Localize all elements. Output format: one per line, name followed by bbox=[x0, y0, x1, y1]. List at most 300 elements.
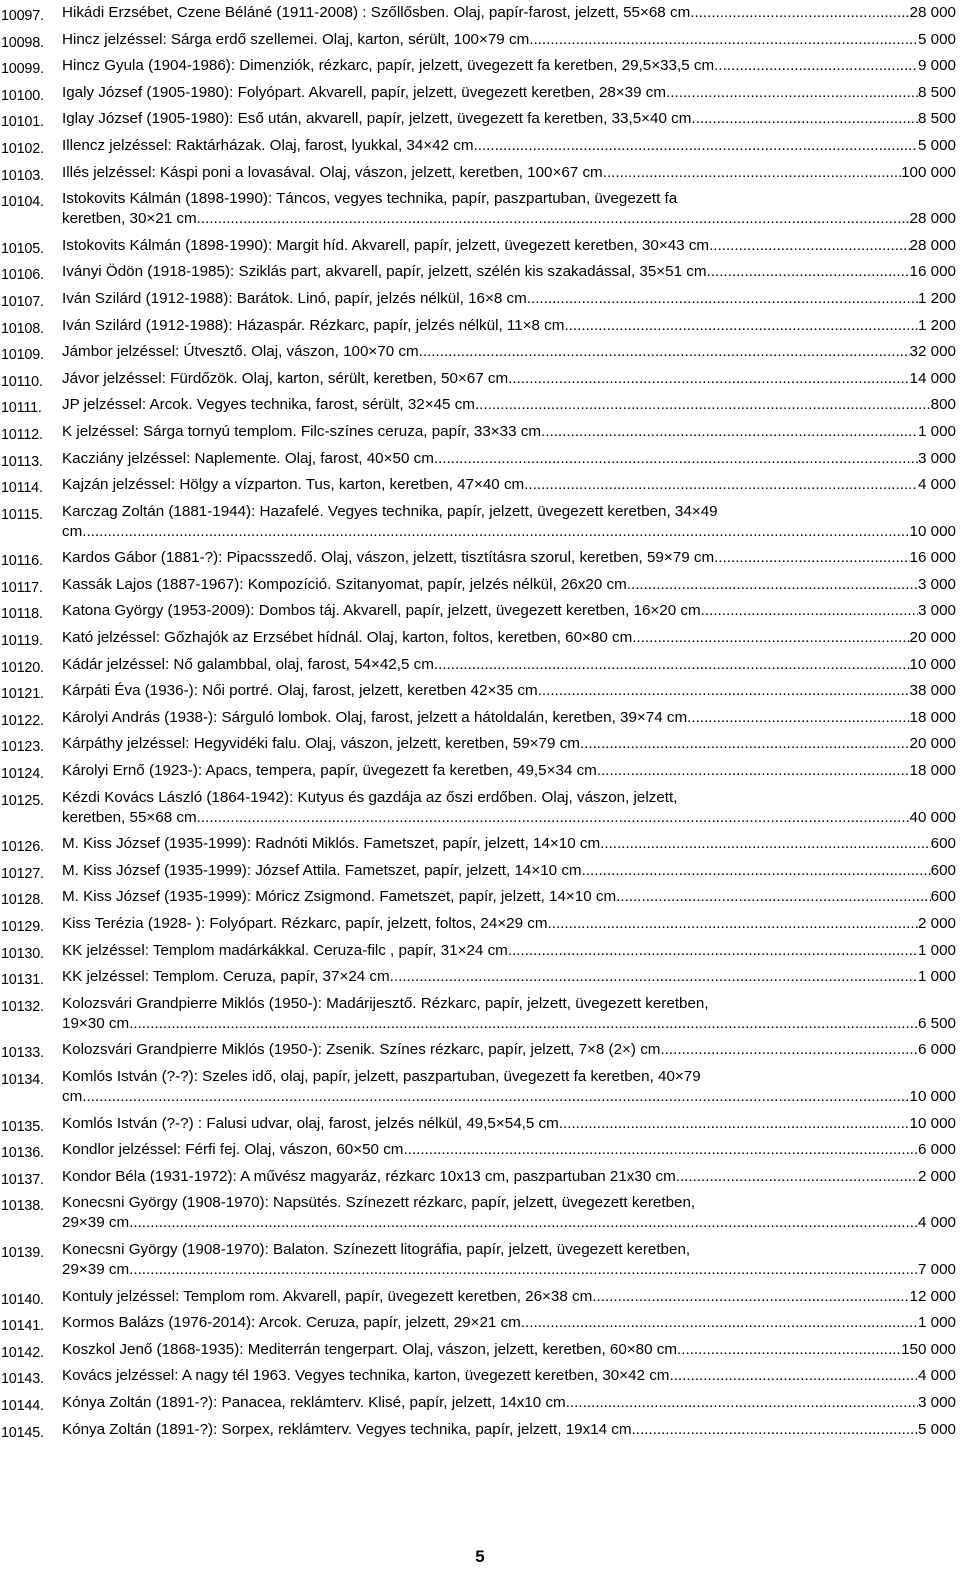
leader-dots bbox=[714, 548, 909, 568]
leader-dots bbox=[508, 941, 918, 961]
entry-price: 16 000 bbox=[909, 549, 956, 567]
entry-text bbox=[62, 449, 956, 469]
leader-dots bbox=[627, 575, 918, 595]
entry-last-line bbox=[62, 422, 956, 442]
entry-number: 10104. bbox=[1, 194, 44, 211]
entry-number: 10130. bbox=[1, 945, 44, 962]
entry-price: 38 000 bbox=[909, 682, 956, 700]
catalog-entry bbox=[0, 994, 960, 1034]
entry-number: 10137. bbox=[1, 1171, 44, 1188]
entry-last-line bbox=[62, 236, 956, 256]
entry-price: 3 000 bbox=[917, 602, 956, 620]
entry-text bbox=[62, 109, 956, 129]
leader-dots bbox=[564, 316, 918, 336]
entry-description: Kassák Lajos (1887-1967): Kompozíció. Szitanyomat, papír, jelzés nélkül, 26x20 cm bbox=[62, 575, 627, 593]
page-number: 5 bbox=[475, 1547, 485, 1566]
catalog-entry bbox=[0, 83, 960, 103]
entry-last-line bbox=[62, 1213, 956, 1233]
entry-description: Hikádi Erzsébet, Czene Béláné (1911-2008) : Szőllősben. Olaj, papír-farost, jelzett, 55×68 cm bbox=[62, 4, 691, 21]
catalog-entry bbox=[0, 1140, 960, 1160]
leader-dots bbox=[434, 655, 910, 675]
entry-description: K jelzéssel: Sárga tornyú templom. Filc-színes ceruza, papír, 33×33 cm bbox=[62, 422, 542, 440]
entry-text bbox=[62, 861, 956, 881]
entry-price: 100 000 bbox=[901, 163, 956, 181]
entry-last-line bbox=[62, 761, 956, 781]
entry-description: Hincz Gyula (1904-1986): Dimenziók, rézkarc, papír, jelzett, üvegezett fa keretben, 29,5×33,5 cm bbox=[62, 57, 715, 75]
entry-description: 29×39 cm bbox=[62, 1260, 130, 1278]
entry-description: cm bbox=[62, 1087, 83, 1105]
entry-last-line bbox=[62, 575, 956, 595]
entry-price: 14 000 bbox=[909, 369, 956, 387]
entry-number: 10099. bbox=[1, 61, 44, 78]
leader-dots bbox=[129, 1213, 918, 1233]
catalog-entry bbox=[0, 262, 960, 282]
entry-number: 10121. bbox=[1, 686, 44, 703]
leader-dots bbox=[527, 289, 918, 309]
entry-price: 5 000 bbox=[917, 1420, 956, 1438]
leader-dots bbox=[129, 1014, 918, 1034]
entry-description: Iván Szilárd (1912-1988): Házaspár. Rézkarc, papír, jelzés nélkül, 11×8 cm bbox=[62, 316, 565, 334]
entry-description: Kónya Zoltán (1891-?): Sorpex, reklámterv. Vegyes technika, papír, jelzett, 19x14 cm bbox=[62, 1420, 632, 1438]
entry-number: 10142. bbox=[1, 1344, 44, 1361]
entry-description: Koszkol Jenő (1868-1935): Mediterrán tengerpart. Olaj, vászon, jelzett, keretben, 60×80 cm bbox=[62, 1340, 678, 1358]
entry-price: 6 000 bbox=[917, 1141, 956, 1159]
entry-number: 10105. bbox=[1, 240, 44, 257]
entry-description: Kónya Zoltán (1891-?): Panacea, reklámterv. Klisé, papír, jelzett, 14x10 cm bbox=[62, 1393, 566, 1411]
entry-number: 10143. bbox=[1, 1371, 44, 1388]
entry-text bbox=[62, 628, 956, 648]
entry-description: Istokovits Kálmán (1898-1990): Margit híd. Akvarell, papír, jelzett, üvegezett keretben, 30×43 cm bbox=[62, 236, 710, 254]
entry-text bbox=[62, 1340, 956, 1360]
entry-description: Kolozsvári Grandpierre Miklós (1950-): Zsenik. Színes rézkarc, papír, jelzett, 7×8 (2×) cm bbox=[62, 1041, 661, 1059]
entry-description: Kacziány jelzéssel: Naplemente. Olaj, farost, 40×50 cm bbox=[62, 449, 434, 467]
entry-number: 10131. bbox=[1, 972, 44, 989]
entry-last-line bbox=[62, 109, 956, 129]
entry-text bbox=[62, 734, 956, 754]
entry-text bbox=[62, 3, 956, 23]
leader-dots bbox=[538, 681, 910, 701]
entry-text bbox=[62, 30, 956, 50]
entry-number: 10140. bbox=[1, 1291, 44, 1308]
entry-text bbox=[62, 548, 956, 568]
entry-last-line bbox=[62, 262, 956, 282]
entry-text bbox=[62, 994, 956, 1034]
catalog-entry bbox=[0, 914, 960, 934]
entry-last-line bbox=[62, 3, 956, 23]
catalog-entry bbox=[0, 502, 960, 542]
entry-number: 10127. bbox=[1, 865, 44, 882]
entry-last-line bbox=[62, 628, 956, 648]
entry-description: KK jelzéssel: Templom. Ceruza, papír, 37×24 cm bbox=[62, 968, 390, 986]
entry-last-line bbox=[62, 83, 956, 103]
entry-last-line bbox=[62, 1087, 956, 1107]
entry-number: 10107. bbox=[1, 293, 44, 310]
leader-dots bbox=[691, 109, 918, 129]
entry-price: 5 000 bbox=[917, 30, 956, 48]
leader-dots bbox=[701, 601, 918, 621]
catalog-entry bbox=[0, 967, 960, 987]
leader-dots bbox=[508, 369, 909, 389]
leader-dots bbox=[419, 342, 910, 362]
leader-dots bbox=[707, 262, 910, 282]
leader-dots bbox=[592, 1287, 909, 1307]
entry-number: 10133. bbox=[1, 1045, 44, 1062]
catalog-entry bbox=[0, 628, 960, 648]
entry-last-line bbox=[62, 967, 956, 987]
entry-text bbox=[62, 655, 956, 675]
entry-price: 10 000 bbox=[909, 522, 956, 540]
entry-number: 10118. bbox=[1, 606, 43, 623]
entry-text bbox=[62, 163, 956, 183]
leader-dots bbox=[82, 522, 909, 542]
catalog-entry bbox=[0, 834, 960, 854]
entry-last-line bbox=[62, 1114, 956, 1134]
entry-first-line: Konecsni György (1908-1970): Balaton. Színezett litográfia, papír, jelzett, üvegezett keretben, bbox=[62, 1240, 691, 1258]
entry-number: 10139. bbox=[1, 1244, 44, 1261]
entry-price: 12 000 bbox=[909, 1287, 956, 1305]
entry-text bbox=[62, 887, 956, 907]
entry-description: Illés jelzéssel: Káspi poni a lovasával. Olaj, vászon, jelzett, keretben, 100×67 cm bbox=[62, 163, 603, 181]
entry-price: 6 000 bbox=[917, 1041, 956, 1059]
entry-description: Hincz jelzéssel: Sárga erdő szellemei. Olaj, karton, sérült, 100×79 cm bbox=[62, 30, 530, 48]
entry-number: 10138. bbox=[1, 1198, 44, 1215]
entry-price: 20 000 bbox=[909, 735, 956, 753]
leader-dots bbox=[434, 449, 918, 469]
catalog-entry bbox=[0, 236, 960, 256]
entry-price: 10 000 bbox=[909, 1114, 956, 1132]
entry-description: keretben, 30×21 cm bbox=[62, 210, 197, 228]
entry-price: 8 500 bbox=[917, 110, 956, 128]
entry-last-line bbox=[62, 209, 956, 229]
entry-last-line bbox=[62, 887, 956, 907]
entry-number: 10123. bbox=[1, 739, 44, 756]
entry-last-line bbox=[62, 1140, 956, 1160]
entry-number: 10145. bbox=[1, 1424, 44, 1441]
entry-number: 10124. bbox=[1, 766, 44, 783]
entry-number: 10136. bbox=[1, 1145, 44, 1162]
leader-dots bbox=[690, 3, 909, 23]
entry-description: JP jelzéssel: Arcok. Vegyes technika, farost, sérült, 32×45 cm bbox=[62, 396, 475, 414]
catalog-entry bbox=[0, 1366, 960, 1386]
entry-number: 10100. bbox=[1, 87, 44, 104]
entry-text bbox=[62, 1287, 956, 1307]
leader-dots bbox=[197, 209, 910, 229]
entry-number: 10135. bbox=[1, 1118, 44, 1135]
entry-price: 800 bbox=[930, 396, 956, 414]
entry-text bbox=[62, 1114, 956, 1134]
entry-number: 10116. bbox=[1, 553, 43, 570]
leader-dots bbox=[529, 30, 918, 50]
entry-text bbox=[62, 681, 956, 701]
entry-text bbox=[62, 369, 956, 389]
entry-price: 28 000 bbox=[909, 236, 956, 254]
leader-dots bbox=[714, 56, 918, 76]
leader-dots bbox=[548, 914, 918, 934]
entry-price: 1 200 bbox=[917, 316, 956, 334]
entry-text bbox=[62, 1313, 956, 1333]
entry-text bbox=[62, 83, 956, 103]
entry-number: 10132. bbox=[1, 998, 44, 1015]
entry-text bbox=[62, 236, 956, 256]
entry-price: 1 000 bbox=[917, 941, 956, 959]
leader-dots bbox=[677, 1340, 901, 1360]
catalog-entry bbox=[0, 1240, 960, 1280]
entry-description: Károlyi Ernő (1923-): Apacs, tempera, papír, üvegezett fa keretben, 49,5×34 cm bbox=[62, 762, 597, 780]
catalog-entry bbox=[0, 475, 960, 495]
entry-description: Jámbor jelzéssel: Útvesztő. Olaj, vászon, 100×70 cm bbox=[62, 343, 419, 361]
leader-dots bbox=[524, 475, 918, 495]
entry-first-line: Kézdi Kovács László (1864-1942): Kutyus és gazdája az őszi erdőben. Olaj, vászon, jelzett, bbox=[62, 788, 678, 806]
catalog-entry bbox=[0, 342, 960, 362]
entry-last-line bbox=[62, 449, 956, 469]
entry-number: 10111. bbox=[1, 400, 42, 417]
catalog-entry bbox=[0, 601, 960, 621]
leader-dots bbox=[687, 708, 909, 728]
entry-last-line bbox=[62, 369, 956, 389]
entry-last-line bbox=[62, 342, 956, 362]
catalog-entry bbox=[0, 449, 960, 469]
catalog-entry bbox=[0, 861, 960, 881]
entry-number: 10129. bbox=[1, 919, 44, 935]
leader-dots bbox=[597, 761, 910, 781]
catalog-entry bbox=[0, 681, 960, 701]
entry-last-line bbox=[62, 1287, 956, 1307]
entry-description: Iglay József (1905-1980): Eső után, akvarell, papír, jelzett, üvegezett fa keretben, 33,5×40 cm bbox=[62, 110, 692, 128]
entry-text bbox=[62, 1167, 956, 1187]
entry-description: Kormos Balázs (1976-2014): Arcok. Ceruza, papír, jelzett, 29×21 cm bbox=[62, 1314, 521, 1332]
entry-text bbox=[62, 189, 956, 229]
entry-text bbox=[62, 761, 956, 781]
catalog-entry bbox=[0, 56, 960, 76]
leader-dots bbox=[566, 1393, 918, 1413]
entry-price: 40 000 bbox=[909, 808, 956, 826]
entry-price: 9 000 bbox=[917, 57, 956, 75]
entry-price: 4 000 bbox=[917, 1367, 956, 1385]
entry-price: 28 000 bbox=[909, 4, 956, 21]
entry-first-line: Karczag Zoltán (1881-1944): Hazafelé. Vegyes technika, papír, jelzett, üvegezett keretben, 34×49 bbox=[62, 502, 718, 520]
entry-price: 3 000 bbox=[917, 1393, 956, 1411]
entry-number: 10128. bbox=[1, 892, 44, 909]
entry-description: M. Kiss József (1935-1999): Móricz Zsigmond. Fametszet, papír, jelzett, 14×10 cm bbox=[62, 888, 617, 906]
entry-text bbox=[62, 502, 956, 542]
catalog-entry bbox=[0, 109, 960, 129]
entry-description: Kádár jelzéssel: Nő galambbal, olaj, farost, 54×42,5 cm bbox=[62, 655, 434, 673]
entry-last-line bbox=[62, 1313, 956, 1333]
catalog-entry bbox=[0, 422, 960, 442]
catalog-entry bbox=[0, 136, 960, 156]
entry-description: 19×30 cm bbox=[62, 1014, 130, 1032]
leader-dots bbox=[709, 236, 909, 256]
entry-price: 1 000 bbox=[917, 1314, 956, 1332]
catalog-entry bbox=[0, 788, 960, 828]
entry-last-line bbox=[62, 681, 956, 701]
entry-last-line bbox=[62, 914, 956, 934]
entry-text bbox=[62, 914, 956, 934]
entry-description: Kató jelzéssel: Gőzhajók az Erzsébet hídnál. Olaj, karton, foltos, keretben, 60×80 cm bbox=[62, 629, 633, 647]
entry-price: 3 000 bbox=[917, 449, 956, 467]
entry-last-line bbox=[62, 30, 956, 50]
entry-number: 10110. bbox=[1, 373, 43, 390]
entry-first-line: Istokovits Kálmán (1898-1990): Táncos, vegyes technika, papír, paszpartuban, üvegezett fa bbox=[62, 190, 678, 208]
entry-number: 10106. bbox=[1, 267, 44, 284]
entry-text bbox=[62, 708, 956, 728]
catalog-entry bbox=[0, 734, 960, 754]
leader-dots bbox=[541, 422, 918, 442]
entry-last-line bbox=[62, 1420, 956, 1440]
entry-text bbox=[62, 967, 956, 987]
entry-first-line: Kolozsvári Grandpierre Miklós (1950-): Madárijesztő. Rézkarc, papír, jelzett, üvegezett keretben, bbox=[62, 994, 709, 1012]
leader-dots bbox=[676, 1167, 918, 1187]
entry-description: Kovács jelzéssel: A nagy tél 1963. Vegyes technika, karton, üvegezett keretben, 30×42 cm bbox=[62, 1367, 670, 1385]
entry-description: 29×39 cm bbox=[62, 1214, 130, 1232]
entry-description: Kardos Gábor (1881-?): Pipacsszedő. Olaj, vászon, jelzett, tisztításra szorul, keretben, 59×79 cm bbox=[62, 549, 715, 567]
entry-description: Iványi Ödön (1918-1985): Sziklás part, akvarell, papír, jelzett, szélén kis szakadással, 35×51 cm bbox=[62, 263, 707, 281]
catalog-entry bbox=[0, 189, 960, 229]
catalog-entry bbox=[0, 30, 960, 50]
entry-text bbox=[62, 316, 956, 336]
leader-dots bbox=[603, 163, 901, 183]
leader-dots bbox=[390, 967, 918, 987]
catalog-entry bbox=[0, 395, 960, 415]
catalog-entry bbox=[0, 708, 960, 728]
entry-description: Kajzán jelzéssel: Hölgy a vízparton. Tus, karton, keretben, 47×40 cm bbox=[62, 476, 525, 494]
entry-price: 600 bbox=[930, 835, 956, 853]
leader-dots bbox=[582, 861, 931, 881]
entry-number: 10113. bbox=[1, 453, 43, 470]
entry-description: Iván Szilárd (1912-1988): Barátok. Linó, papír, jelzés nélkül, 16×8 cm bbox=[62, 289, 527, 307]
entry-price: 2 000 bbox=[917, 1167, 956, 1185]
entry-first-line: Komlós István (?-?): Szeles idő, olaj, papír, jelzett, paszpartuban, üvegezett fa keretben, 40×79 bbox=[62, 1067, 701, 1085]
catalog-entry bbox=[0, 1340, 960, 1360]
entry-price: 20 000 bbox=[909, 629, 956, 647]
entry-number: 10114. bbox=[1, 480, 43, 497]
catalog-entry bbox=[0, 1313, 960, 1333]
leader-dots bbox=[475, 395, 931, 415]
entry-description: Kontuly jelzéssel: Templom rom. Akvarell, papír, üvegezett keretben, 26×38 cm bbox=[62, 1287, 593, 1305]
catalog-entry bbox=[0, 1420, 960, 1440]
leader-dots bbox=[82, 1087, 909, 1107]
entry-text bbox=[62, 575, 956, 595]
entry-price: 600 bbox=[930, 888, 956, 906]
entry-text bbox=[62, 136, 956, 156]
entry-number: 10101. bbox=[1, 114, 44, 131]
entry-price: 5 000 bbox=[917, 136, 956, 154]
entry-last-line bbox=[62, 834, 956, 854]
catalog-entry bbox=[0, 548, 960, 568]
entry-text bbox=[62, 289, 956, 309]
entry-last-line bbox=[62, 56, 956, 76]
entry-first-line: Konecsni György (1908-1970): Napsütés. Színezett rézkarc, papír, jelzett, üvegezett keretben, bbox=[62, 1194, 696, 1212]
entry-price: 3 000 bbox=[917, 575, 956, 593]
catalog-entry bbox=[0, 1167, 960, 1187]
entry-text bbox=[62, 788, 956, 828]
entry-text bbox=[62, 1240, 956, 1280]
catalog-entry bbox=[0, 1193, 960, 1233]
entry-description: Kárpáthy jelzéssel: Hegyvidéki falu. Olaj, vászon, jelzett, keretben, 59×79 cm bbox=[62, 735, 580, 753]
catalog-entry bbox=[0, 941, 960, 961]
entry-description: Károlyi András (1938-): Sárguló lombok. Olaj, farost, jelzett a hátoldalán, keretben, 39×74 cm bbox=[62, 708, 688, 726]
entry-text bbox=[62, 1040, 956, 1060]
entry-text bbox=[62, 1140, 956, 1160]
entry-description: Igaly József (1905-1980): Folyópart. Akvarell, papír, jelzett, üvegezett keretben, 28×39 cm bbox=[62, 83, 667, 101]
entry-number: 10108. bbox=[1, 320, 44, 337]
entry-number: 10141. bbox=[1, 1318, 44, 1335]
entry-last-line bbox=[62, 734, 956, 754]
entry-last-line bbox=[62, 655, 956, 675]
entry-price: 150 000 bbox=[901, 1340, 956, 1358]
entry-description: Kárpáti Éva (1936-): Női portré. Olaj, farost, jelzett, keretben 42×35 cm bbox=[62, 682, 538, 700]
catalog-entry bbox=[0, 289, 960, 309]
entry-price: 16 000 bbox=[909, 263, 956, 281]
entry-price: 4 000 bbox=[917, 1214, 956, 1232]
catalog-entry bbox=[0, 887, 960, 907]
entry-description: KK jelzéssel: Templom madárkákkal. Ceruza-filc , papír, 31×24 cm bbox=[62, 941, 508, 959]
catalog-list bbox=[0, 3, 960, 1446]
catalog-entry bbox=[0, 1393, 960, 1413]
leader-dots bbox=[660, 1040, 918, 1060]
entry-last-line bbox=[62, 163, 956, 183]
catalog-entry bbox=[0, 163, 960, 183]
entry-description: Kondor Béla (1931-1972): A művész magyaráz, rézkarc 10x13 cm, paszpartuban 21x30 cm bbox=[62, 1167, 676, 1185]
leader-dots bbox=[632, 1420, 918, 1440]
entry-price: 600 bbox=[930, 861, 956, 879]
entry-description: cm bbox=[62, 522, 83, 540]
entry-price: 1 000 bbox=[917, 968, 956, 986]
entry-number: 10126. bbox=[1, 839, 44, 856]
entry-text bbox=[62, 1420, 956, 1440]
entry-price: 32 000 bbox=[909, 343, 956, 361]
entry-description: Kondlor jelzéssel: Férfi fej. Olaj, vászon, 60×50 cm bbox=[62, 1141, 404, 1159]
entry-price: 1 000 bbox=[917, 422, 956, 440]
leader-dots bbox=[669, 1366, 918, 1386]
entry-price: 1 200 bbox=[917, 289, 956, 307]
entry-last-line bbox=[62, 548, 956, 568]
entry-price: 8 500 bbox=[917, 83, 956, 101]
entry-description: Komlós István (?-?) : Falusi udvar, olaj, farost, jelzés nélkül, 49,5×54,5 cm bbox=[62, 1114, 559, 1132]
entry-last-line bbox=[62, 861, 956, 881]
entry-text bbox=[62, 1393, 956, 1413]
leader-dots bbox=[521, 1313, 918, 1333]
entry-number: 10117. bbox=[1, 579, 43, 596]
entry-price: 10 000 bbox=[909, 655, 956, 673]
catalog-entry bbox=[0, 1114, 960, 1134]
entry-text bbox=[62, 941, 956, 961]
entry-last-line bbox=[62, 1340, 956, 1360]
entry-price: 6 500 bbox=[917, 1014, 956, 1032]
entry-text bbox=[62, 422, 956, 442]
entry-description: Jávor jelzéssel: Fürdőzök. Olaj, karton, sérült, keretben, 50×67 cm bbox=[62, 369, 509, 387]
entry-last-line bbox=[62, 136, 956, 156]
entry-last-line bbox=[62, 395, 956, 415]
catalog-entry bbox=[0, 575, 960, 595]
entry-text bbox=[62, 601, 956, 621]
entry-text bbox=[62, 395, 956, 415]
entry-number: 10103. bbox=[1, 167, 44, 184]
catalog-entry bbox=[0, 1040, 960, 1060]
entry-number: 10134. bbox=[1, 1071, 44, 1088]
entry-number: 10125. bbox=[1, 792, 44, 809]
entry-number: 10098. bbox=[1, 34, 44, 51]
entry-number: 10119. bbox=[1, 633, 43, 650]
leader-dots bbox=[580, 734, 910, 754]
entry-price: 2 000 bbox=[917, 915, 956, 932]
entry-number: 10109. bbox=[1, 347, 44, 364]
entry-price: 7 000 bbox=[917, 1260, 956, 1278]
entry-number: 10102. bbox=[1, 140, 44, 157]
leader-dots bbox=[197, 808, 910, 828]
entry-number: 10112. bbox=[1, 426, 43, 443]
entry-text bbox=[62, 475, 956, 495]
